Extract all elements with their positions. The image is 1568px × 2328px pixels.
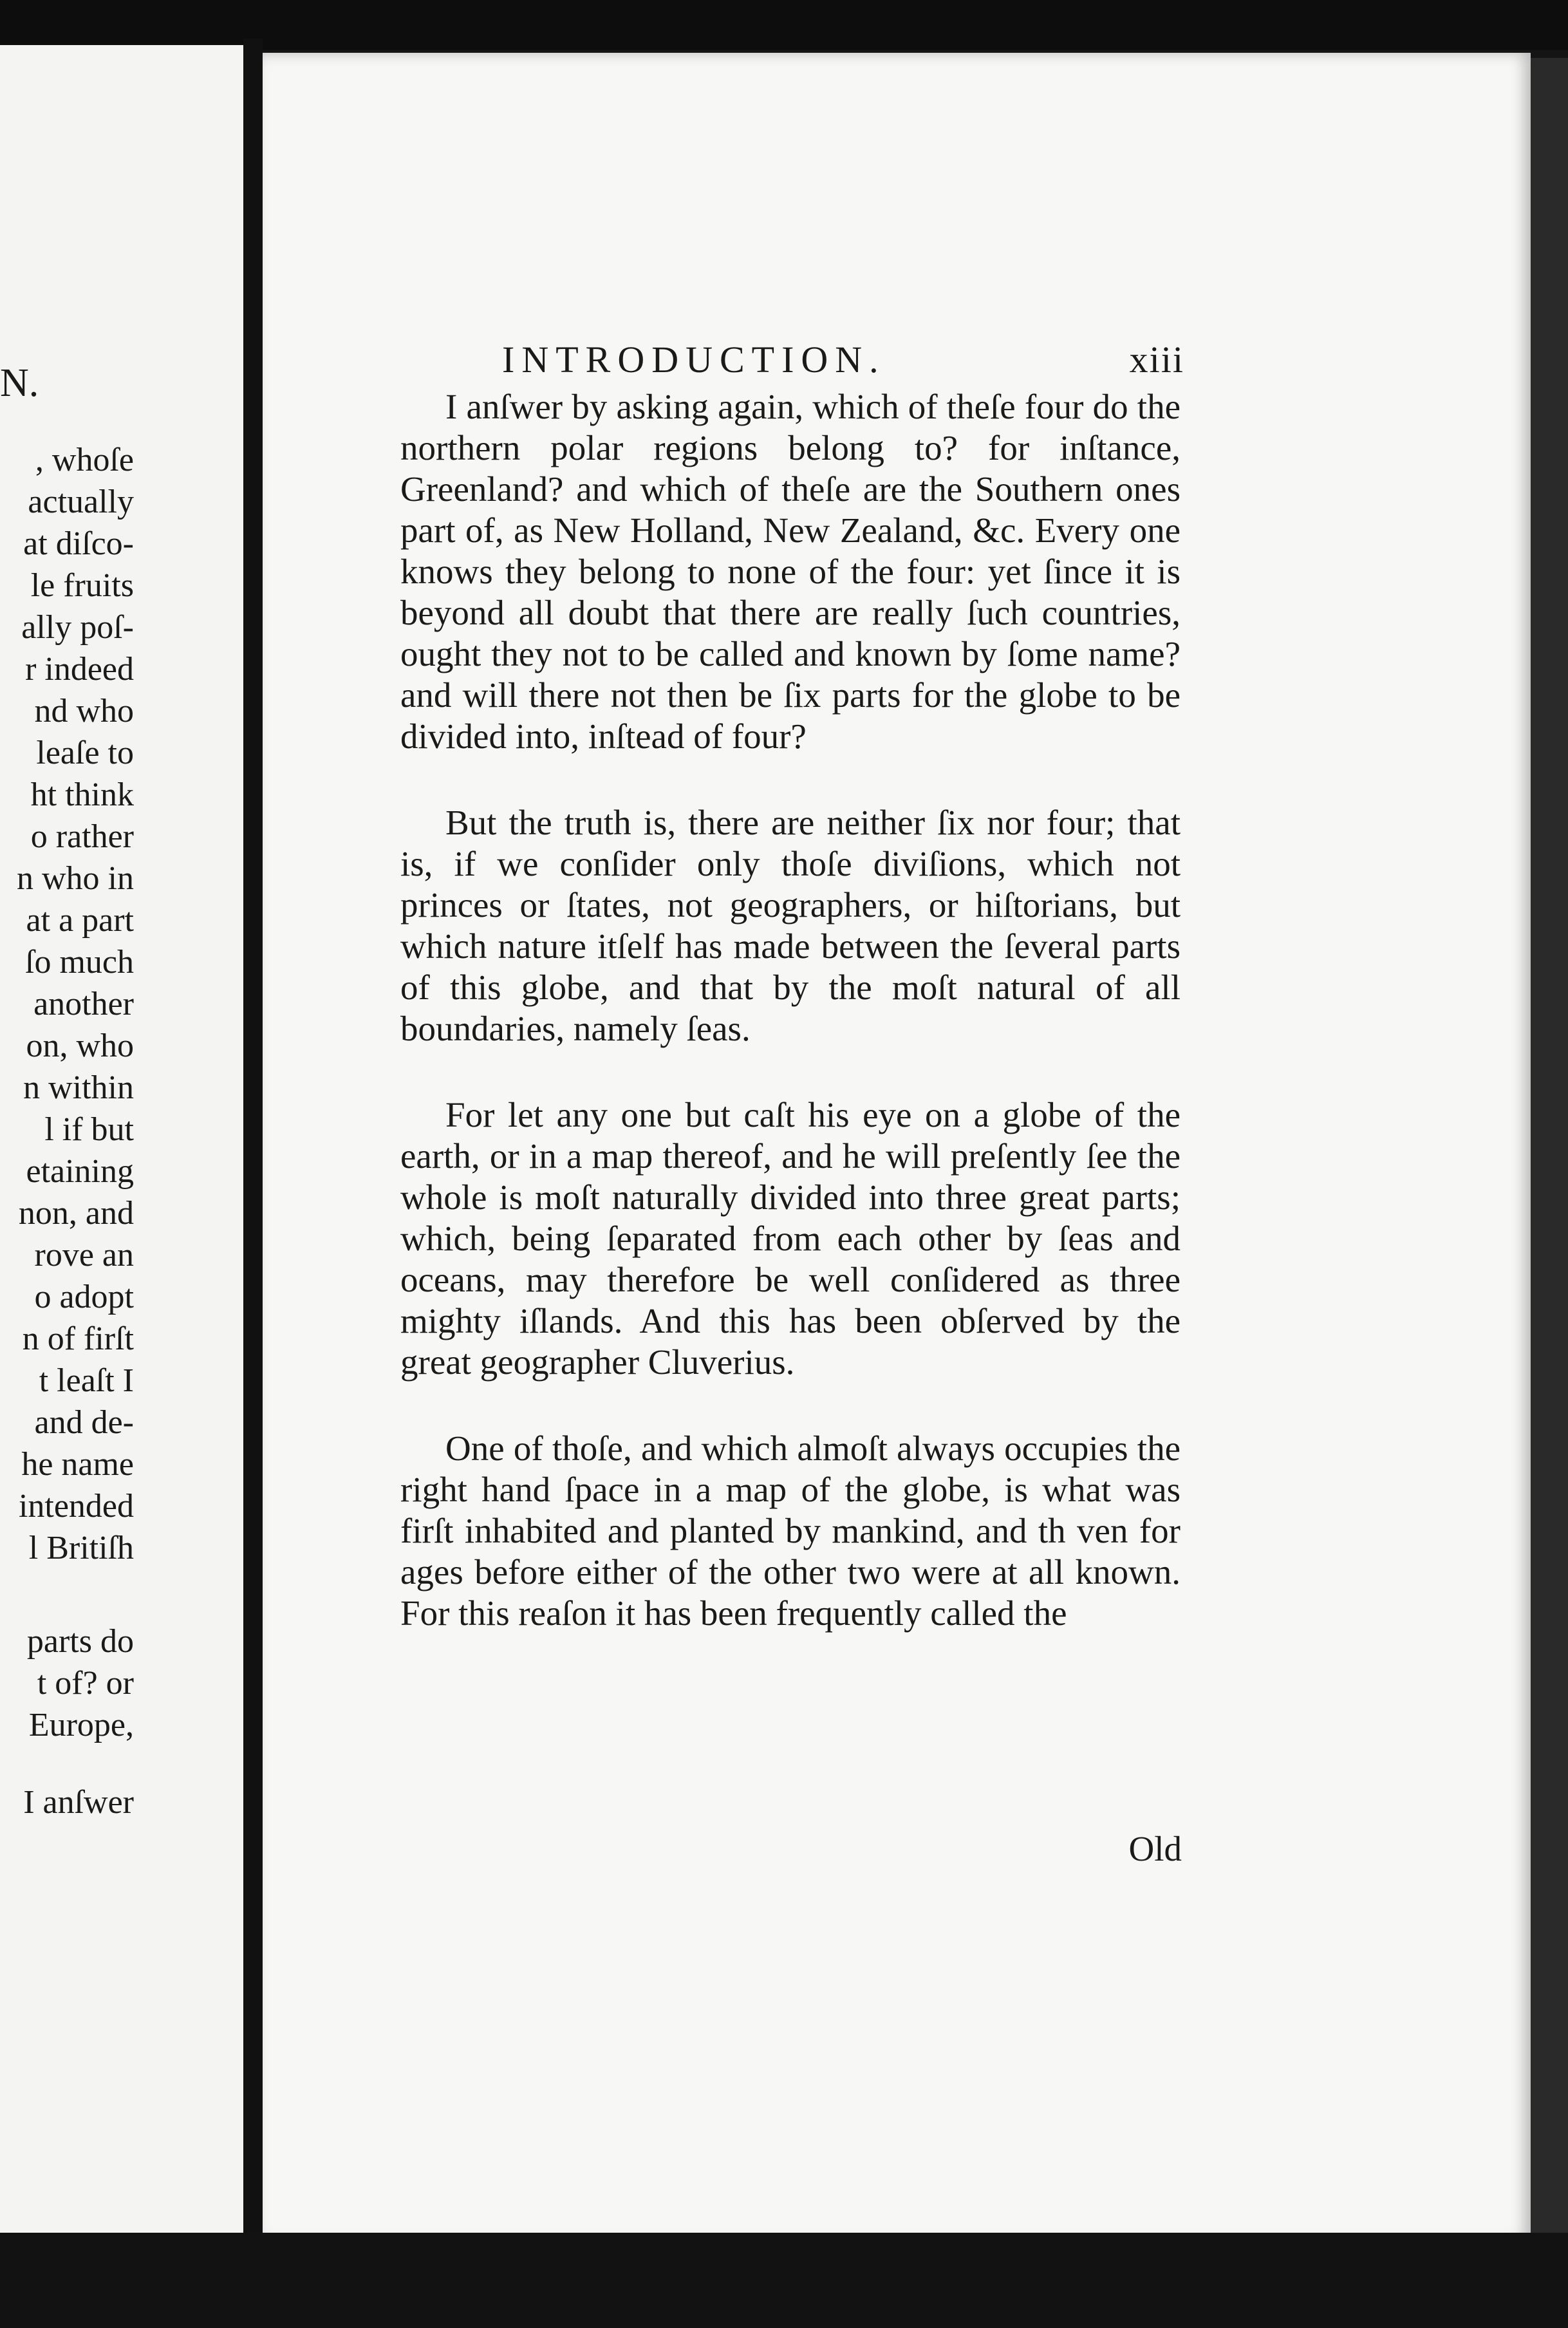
left-page-line: at diſco- bbox=[23, 525, 134, 562]
paragraph-2: But the truth is, there are neither ſix nor four; that is, if we conſider only thoſe diviſions, which not princes or ſtates, not geographers, or hiſtorians, but which nature itſelf has made between the ſeveral parts of this globe, and that by the moſt natural of all boundaries, namely ſeas. bbox=[400, 803, 1181, 1048]
paragraph-1: I anſwer by asking again, which of theſe four do the northern polar regions belong to? for inſtance, Greenland? and which of theſe are the Southern ones part of, as New Holland, New Zealand, &c. Every one knows they belong to none of the four: yet ſince it is beyond all doubt that there are really ſuch countries, ought they not to be called and known by ſome name? and will there not then be ſix parts for the globe to be divided into, inſtead of four? bbox=[400, 387, 1181, 756]
left-page-line: le fruits bbox=[30, 567, 134, 604]
left-page-line: rove an bbox=[34, 1237, 134, 1273]
left-page-line: Europe, bbox=[28, 1707, 134, 1743]
page-edge-shadow bbox=[1531, 58, 1568, 2234]
left-page-line: he name bbox=[21, 1446, 134, 1483]
left-page-line: intended bbox=[18, 1488, 134, 1525]
left-page-line: t of? or bbox=[37, 1665, 134, 1702]
left-page-line: ht think bbox=[30, 776, 134, 813]
left-page-gap bbox=[0, 1746, 134, 1781]
left-page-line: nd who bbox=[34, 693, 134, 729]
left-page-line: r indeed bbox=[25, 651, 134, 688]
left-page-gap bbox=[0, 1569, 134, 1620]
page-number: xiii bbox=[1129, 339, 1184, 380]
book-gutter bbox=[243, 39, 263, 2240]
left-page-line: ſo much bbox=[25, 944, 134, 981]
left-page-line: l Britiſh bbox=[28, 1530, 134, 1566]
left-page-line: , whoſe bbox=[35, 442, 134, 478]
running-head bbox=[502, 338, 1184, 383]
left-page-line: at a part bbox=[26, 902, 134, 939]
paragraph-3: For let any one but caſt his eye on a globe of the earth, or in a map thereof, and he will preſently ſee the whole is moſt naturally divided into three great parts; which, being ſeparated from each other by ſeas and oceans, may therefore be well conſidered as three mighty iſlands. And this has been obſerved by the great geographer Cluverius. bbox=[400, 1095, 1181, 1382]
left-running-head-fragment: N. bbox=[0, 361, 39, 405]
left-page-line: n who in bbox=[17, 860, 134, 897]
left-page-line: another bbox=[33, 986, 134, 1022]
left-page-line: ally poſ- bbox=[21, 609, 134, 646]
left-page-line: and de- bbox=[34, 1404, 134, 1441]
running-head-title: INTRODUCTION. bbox=[502, 339, 886, 380]
scan-top-edge bbox=[0, 0, 1568, 50]
left-page-line: parts do bbox=[26, 1623, 134, 1660]
left-page-line: n within bbox=[23, 1069, 134, 1106]
scan-bottom-edge bbox=[0, 2233, 1568, 2328]
left-page-text bbox=[0, 439, 134, 1823]
left-page-line: I anſwer bbox=[23, 1784, 134, 1821]
paragraph-4: One of thoſe, and which almoſt always occupies the right hand ſpace in a map of the globe, is what was firſt inhabited and planted by mankind, and th ven for ages before either of the other two were at all known. For this reaſon it has been frequently called the bbox=[400, 1429, 1181, 1633]
left-page-line: t leaſt I bbox=[39, 1362, 134, 1399]
left-page-line: l if but bbox=[44, 1111, 134, 1148]
body-text bbox=[400, 386, 1181, 1679]
left-page-line: on, who bbox=[26, 1028, 134, 1064]
left-page bbox=[0, 45, 245, 2234]
left-page-line: o adopt bbox=[34, 1279, 134, 1315]
left-page-line: non, and bbox=[18, 1195, 134, 1232]
left-page-line: o rather bbox=[30, 818, 134, 855]
left-page-line: n of firſt bbox=[22, 1320, 134, 1357]
left-page-line: actually bbox=[28, 483, 134, 520]
left-page-line: etaining bbox=[26, 1153, 134, 1190]
catchword: Old bbox=[1128, 1829, 1182, 1868]
left-page-line: leaſe to bbox=[36, 735, 134, 771]
